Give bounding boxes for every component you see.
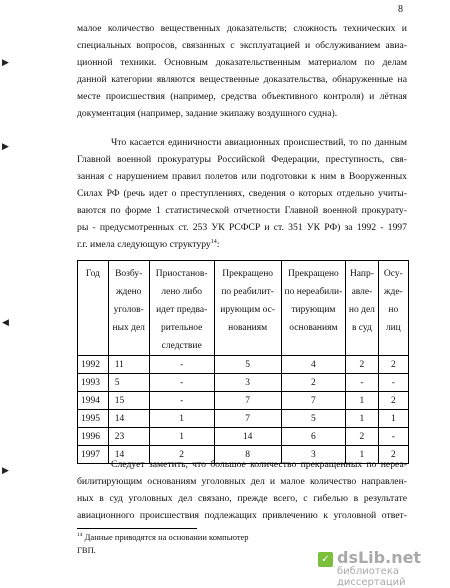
page-number: 8	[398, 4, 403, 15]
margin-mark: ▶	[2, 466, 9, 476]
cell: 3	[281, 446, 346, 464]
col-header-label: Прекращено по реабилит- ирующим ос- нованиям	[220, 269, 275, 333]
footnote	[77, 531, 277, 557]
text-line: Что касается единичности авиационных происшествий, то по данным	[111, 137, 407, 148]
col-header-suspended	[149, 261, 214, 356]
text-line: Главной военной прокуратуры Российской Федерации, преступность, свя-	[77, 154, 407, 165]
text-line: данной категории являются вещественные доказательства, обнаруженные на	[77, 74, 407, 85]
text-line: ваются по форме 1 статистической отчетности Главной военной прокурату-	[77, 205, 407, 216]
cell: -	[149, 392, 214, 410]
text-line: Силах РФ (речь идет о преступлениях, сведения о которых отдельно учиты-	[77, 188, 407, 199]
cell: 23	[108, 428, 149, 446]
text-line: г.г. имела следующую структуру$^{14}$:	[77, 238, 220, 250]
text-line: ционной техники. Основным доказательственным материалом по делам	[77, 57, 407, 68]
margin-mark: ▶	[2, 142, 9, 152]
cell: 14	[214, 428, 281, 446]
cell-year: 1994	[78, 392, 109, 410]
col-header-label: Осу- жде- но лиц	[383, 269, 403, 333]
cell: 1	[149, 428, 214, 446]
cell: 8	[214, 446, 281, 464]
footnote-text-cont: ГВП.	[77, 545, 96, 555]
text-line: Следует заметить, что большое количество прекращенных по нереа-	[111, 459, 407, 470]
cell: 1	[346, 446, 378, 464]
footnote-divider	[77, 528, 197, 529]
cell-year: 1995	[78, 410, 109, 428]
text-line: малое количество вещественных доказательств; сложность технических и	[77, 23, 407, 34]
cell: -	[149, 374, 214, 392]
text-line: занная с нарушением правил полетов или подготовки к ним в Вооруженных	[77, 171, 407, 182]
cell: 2	[378, 356, 408, 374]
footnote-ref: 14	[210, 238, 217, 245]
cell-year: 1997	[78, 446, 109, 464]
margin-mark: ◀	[2, 318, 9, 328]
cell-year: 1993	[78, 374, 109, 392]
cell: 1	[346, 410, 378, 428]
col-header-convicted	[378, 261, 408, 356]
table-row	[78, 410, 409, 428]
cell-year: 1992	[78, 356, 109, 374]
footnote-text: Данные приводятся на основании компьютер	[82, 532, 249, 542]
text-line: ных в суд уголовных дел связано, прежде всего, с гибелью в результате	[77, 493, 407, 504]
table-header-row	[78, 261, 409, 356]
col-header-label: Год	[85, 269, 100, 279]
cell: 2	[346, 428, 378, 446]
cell: 7	[214, 392, 281, 410]
cell: 4	[281, 356, 346, 374]
text-line-content: г.г. имела следующую структуру	[77, 239, 211, 250]
cell: 15	[108, 392, 149, 410]
cell: 5	[281, 410, 346, 428]
col-header-label: Приостанов- лено либо идет предва- рительное следствие	[155, 269, 208, 351]
col-header-initiated	[108, 261, 149, 356]
cell: 2	[346, 356, 378, 374]
text-line: месте происшествия (например, средства объективного контроля) и лётная	[77, 91, 407, 102]
cell: 7	[214, 410, 281, 428]
cell: 3	[214, 374, 281, 392]
statistics-table	[77, 260, 409, 464]
table-row	[78, 356, 409, 374]
margin-mark: ▶	[2, 58, 9, 68]
cell: -	[378, 374, 408, 392]
cell: 2	[281, 374, 346, 392]
cell: 1	[346, 392, 378, 410]
text-line: авиационного происшествия подлежащих привлечению к уголовной ответ-	[77, 510, 407, 521]
text-line: документация (например, задание экипажу воздушного судна).	[77, 108, 338, 119]
col-header-year	[78, 261, 109, 356]
col-header-label: Прекращено по нереабили- тирующим основаниям	[284, 269, 343, 333]
cell: -	[378, 428, 408, 446]
cell: 2	[149, 446, 214, 464]
cell: 14	[108, 446, 149, 464]
watermark-subtitle: библиотека диссертаций	[337, 566, 406, 588]
cell: -	[149, 356, 214, 374]
table-row	[78, 428, 409, 446]
text-line: специальных вопросов, связанных с эксплуатацией и обслуживанием авиа-	[77, 40, 407, 51]
cell: 14	[108, 410, 149, 428]
col-header-rehabilitative	[214, 261, 281, 356]
cell: 1	[149, 410, 214, 428]
cell: 2	[378, 446, 408, 464]
checkmark-icon: ✓	[318, 552, 333, 567]
text-line: билитирующим основаниям уголовных дел и малое количество направлен-	[77, 476, 407, 487]
cell: 5	[214, 356, 281, 374]
cell: -	[346, 374, 378, 392]
cell: 1	[378, 410, 408, 428]
cell: 7	[281, 392, 346, 410]
text-line: ры - предусмотренных ст. 253 УК РСФСР и ст. 351 УК РФ) за 1992 - 1997	[77, 222, 407, 233]
cell: 6	[281, 428, 346, 446]
col-header-label: Возбу- ждено уголов- ных дел	[112, 269, 145, 333]
cell: 5	[108, 374, 149, 392]
table-row	[78, 374, 409, 392]
cell: 11	[108, 356, 149, 374]
table-row	[78, 392, 409, 410]
col-header-non-rehabilitative	[281, 261, 346, 356]
col-header-to-court	[346, 261, 378, 356]
cell: 2	[378, 392, 408, 410]
col-header-label: Напр- авле- но дел в суд	[348, 269, 375, 333]
watermark-name[interactable]: dsLib.net	[337, 548, 422, 567]
footnote-number: 14	[77, 532, 83, 539]
cell-year: 1996	[78, 428, 109, 446]
